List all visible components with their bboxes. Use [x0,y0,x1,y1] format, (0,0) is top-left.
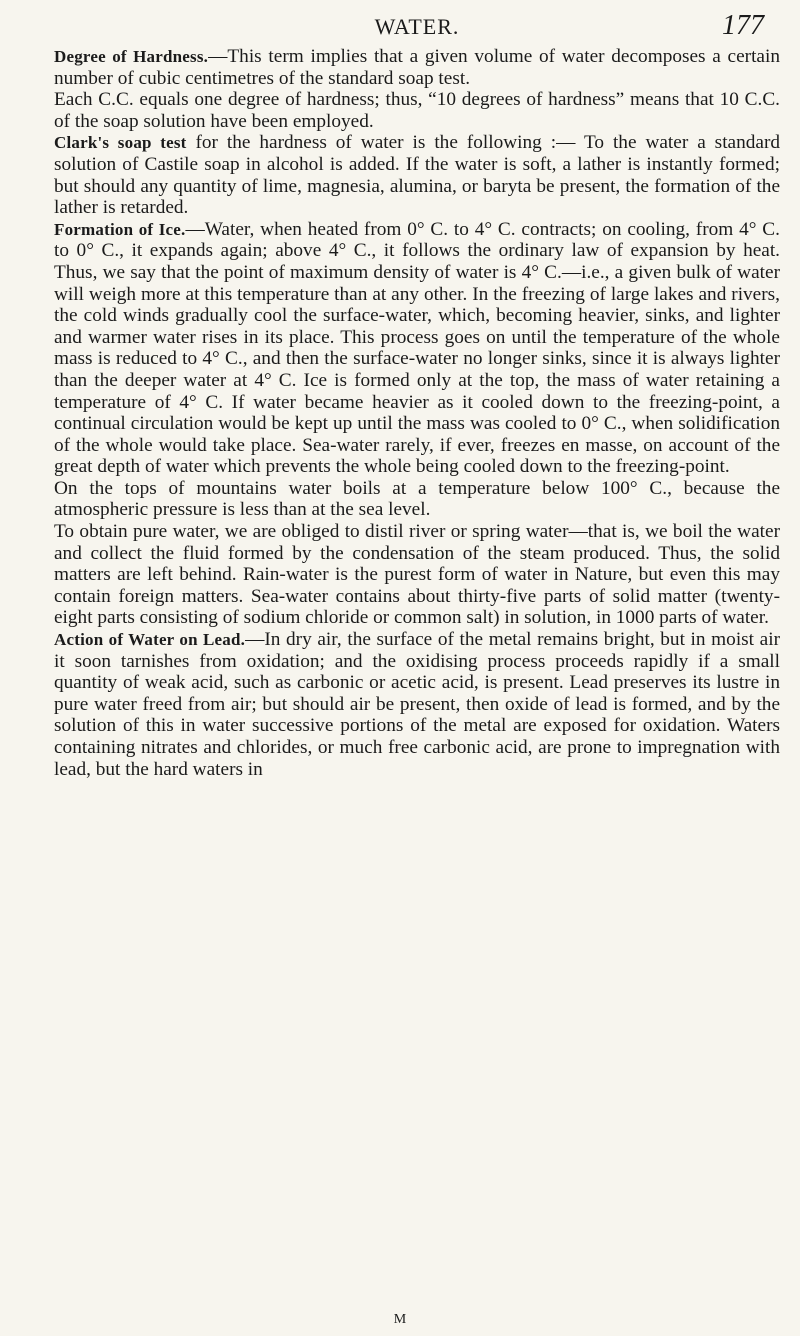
paragraph-formation-of-ice [54,219,780,478]
page-number: 177 [722,10,764,41]
running-title: WATER. [374,14,460,39]
paragraph-degree-of-hardness [54,46,780,89]
run-in-heading: Clark's soap test [54,133,187,153]
paragraph-text: —Water, when heated from 0° C. to 4° C. contracts; on cooling, from 4° C. to 0° C., it expands again; above 4° C., it follows the ordinary law of expansion by heat. Thus, we say that the point of maximum density of water is 4° C.—i.e., a given bulk of water will weigh more at this temperature than at any other. In the freezing of large lakes and rivers, the cold winds gradually cool the surface-water, which, becoming heavier, sinks, and lighter and warmer water rises in its place. This process goes on until the temperature of the whole mass is reduced to 4° C., and then the surface-water no longer sinks, since it is always lighter than the deeper water at 4° C. Ice is formed only at the top, the mass of water retaining a temperature of 4° C. If water became heavier as it cooled down to the freezing-point, a continual circulation would be kept up until the mass was cooled to 0° C., when solidification of the whole would take place. Sea-water rarely, if ever, freezes en masse, on account of the great depth of water which prevents the whole being cooled down to the freezing-point. [54,218,780,478]
paragraph-text: To obtain pure water, we are obliged to distil river or spring water—that is, we boil the water and collect the fluid formed by the condensation of the steam produced. Thus, the solid matters are left behind. Rain-water is the purest form of water in Nature, but even this may contain foreign matters. Sea-water contains about thirty-five parts of solid matter (twenty-eight parts consisting of sodium chloride or common salt) in solution, in 1000 parts of water. [54,521,780,629]
run-in-heading: Formation of Ice. [54,219,186,239]
paragraph-text: On the tops of mountains water boils at a temperature below 100° C., because the atmospheric pressure is less than at the sea level. [54,477,780,521]
paragraph-text: —In dry air, the surface of the metal remains bright, but in moist air it soon tarnishes from oxidation; and the oxidising process proceeds rapidly if a small quantity of weak acid, such as carbonic or acetic acid, is present. Lead preserves its lustre in pure water freed from air; but should air be present, then oxide of lead is formed, and by the solution of this in water successive portions of the metal are exposed for oxidation. Waters containing nitrates and chlorides, or much free carbonic acid, are prone to impregnation with lead, but the hard waters in [54,629,780,780]
running-head [54,8,780,42]
paragraph-boiling-on-mountains [54,478,780,521]
signature-mark: M [393,1312,407,1327]
paragraph-text: —This term implies that a given volume of water decomposes a certain number of cubic centimetres of the standard soap test. [54,46,780,89]
paragraph-pure-water [54,521,780,629]
paragraph-cc-definition [54,89,780,132]
run-in-heading: Action of Water on Lead. [54,630,246,650]
paragraph-text: for the hardness of water is the following :— To the water a standard solution of Castile soap in alcohol is added. If the water is soft, a lather is instantly formed; but should any quantity of lime, magnesia, alumina, or baryta be present, the formation of the lather is retarded. [54,132,781,219]
run-in-heading: Degree of Hardness. [54,47,209,66]
paragraph-clarks-soap-test [54,132,780,218]
page-body [54,46,780,780]
paragraph-action-on-lead [54,629,780,780]
paragraph-text: Each C.C. equals one degree of hardness; thus, “10 degrees of hardness” means that 10 C.C. of the soap solution have been employed. [54,89,780,132]
